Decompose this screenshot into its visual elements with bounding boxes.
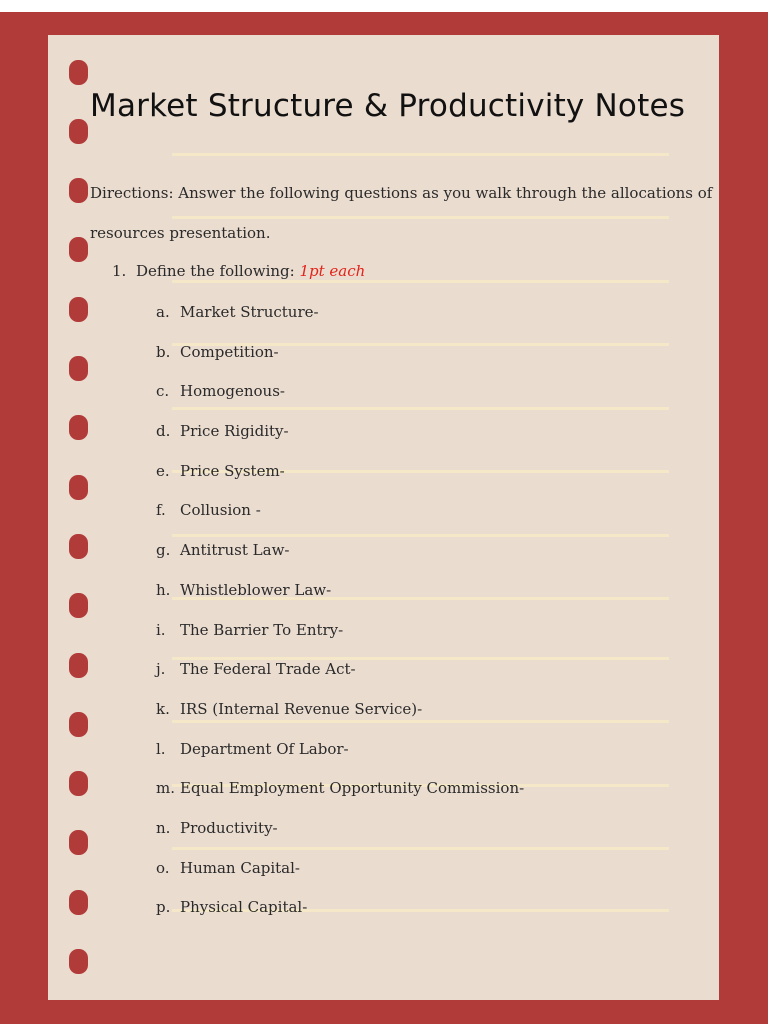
points-label: 1pt each	[299, 262, 366, 280]
item-letter: m.	[156, 779, 175, 798]
ring-hole	[69, 356, 88, 381]
list-item	[156, 621, 524, 661]
item-term: The Barrier To Entry-	[180, 620, 344, 639]
ruled-line	[172, 216, 669, 219]
item-term: Department Of Labor-	[180, 739, 349, 758]
list-item	[156, 859, 524, 899]
question-prompt: Define the following:	[136, 262, 300, 280]
definitions-list	[156, 303, 524, 938]
list-item	[156, 819, 524, 859]
ring-hole	[69, 415, 88, 440]
item-term: Price System-	[180, 461, 285, 480]
list-item	[156, 581, 524, 621]
ring-hole	[69, 890, 88, 915]
directions-text-line-2: resources presentation.	[90, 224, 271, 242]
ring-hole	[69, 830, 88, 855]
item-letter: h.	[156, 580, 171, 599]
item-letter: o.	[156, 858, 170, 877]
list-item	[156, 740, 524, 780]
item-letter: p.	[156, 898, 171, 917]
ring-hole	[69, 237, 88, 262]
item-term: The Federal Trade Act-	[180, 660, 356, 679]
ring-hole	[69, 534, 88, 559]
item-letter: a.	[156, 303, 170, 321]
item-letter: l.	[156, 739, 166, 758]
list-item	[156, 462, 524, 502]
ring-hole	[69, 178, 88, 203]
ring-hole	[69, 771, 88, 796]
ring-hole	[69, 475, 88, 500]
item-letter: f.	[156, 501, 166, 520]
ring-hole	[69, 119, 88, 144]
item-letter: g.	[156, 541, 171, 560]
question-1	[112, 262, 365, 280]
directions-text-line-1: Directions: Answer the following questions as you walk through the allocations of	[90, 184, 713, 202]
item-term: Collusion -	[180, 501, 261, 520]
ring-hole	[69, 653, 88, 678]
ring-hole	[69, 949, 88, 974]
item-term: Competition-	[180, 342, 279, 361]
question-number: 1.	[112, 262, 127, 280]
list-item	[156, 779, 524, 819]
list-item	[156, 343, 524, 383]
item-letter: i.	[156, 620, 166, 639]
list-item	[156, 700, 524, 740]
item-letter: j.	[156, 660, 166, 679]
list-item	[156, 660, 524, 700]
item-letter: c.	[156, 382, 170, 401]
ring-hole	[69, 712, 88, 737]
item-letter: e.	[156, 461, 170, 480]
list-item	[156, 382, 524, 422]
item-term: Human Capital-	[180, 858, 300, 877]
item-term: Market Structure-	[180, 303, 319, 321]
ruled-line	[172, 280, 669, 283]
list-item	[156, 501, 524, 541]
page-title: Market Structure & Productivity Notes	[90, 88, 686, 124]
item-term: Antitrust Law-	[180, 541, 290, 560]
ring-hole	[69, 297, 88, 322]
ruled-line	[172, 153, 669, 156]
item-term: Homogenous-	[180, 382, 285, 401]
ring-hole	[69, 60, 88, 85]
item-letter: n.	[156, 818, 171, 837]
item-term: Physical Capital-	[180, 898, 308, 917]
item-letter: d.	[156, 422, 171, 441]
item-term: IRS (Internal Revenue Service)-	[180, 699, 423, 718]
list-item	[156, 541, 524, 581]
item-term: Equal Employment Opportunity Commission-	[180, 779, 525, 798]
item-term: Productivity-	[180, 818, 278, 837]
item-letter: b.	[156, 342, 171, 361]
item-term: Whistleblower Law-	[180, 580, 332, 599]
item-letter: k.	[156, 699, 170, 718]
list-item	[156, 303, 524, 343]
list-item	[156, 422, 524, 462]
list-item	[156, 898, 524, 938]
item-term: Price Rigidity-	[180, 422, 289, 441]
ring-hole	[69, 593, 88, 618]
